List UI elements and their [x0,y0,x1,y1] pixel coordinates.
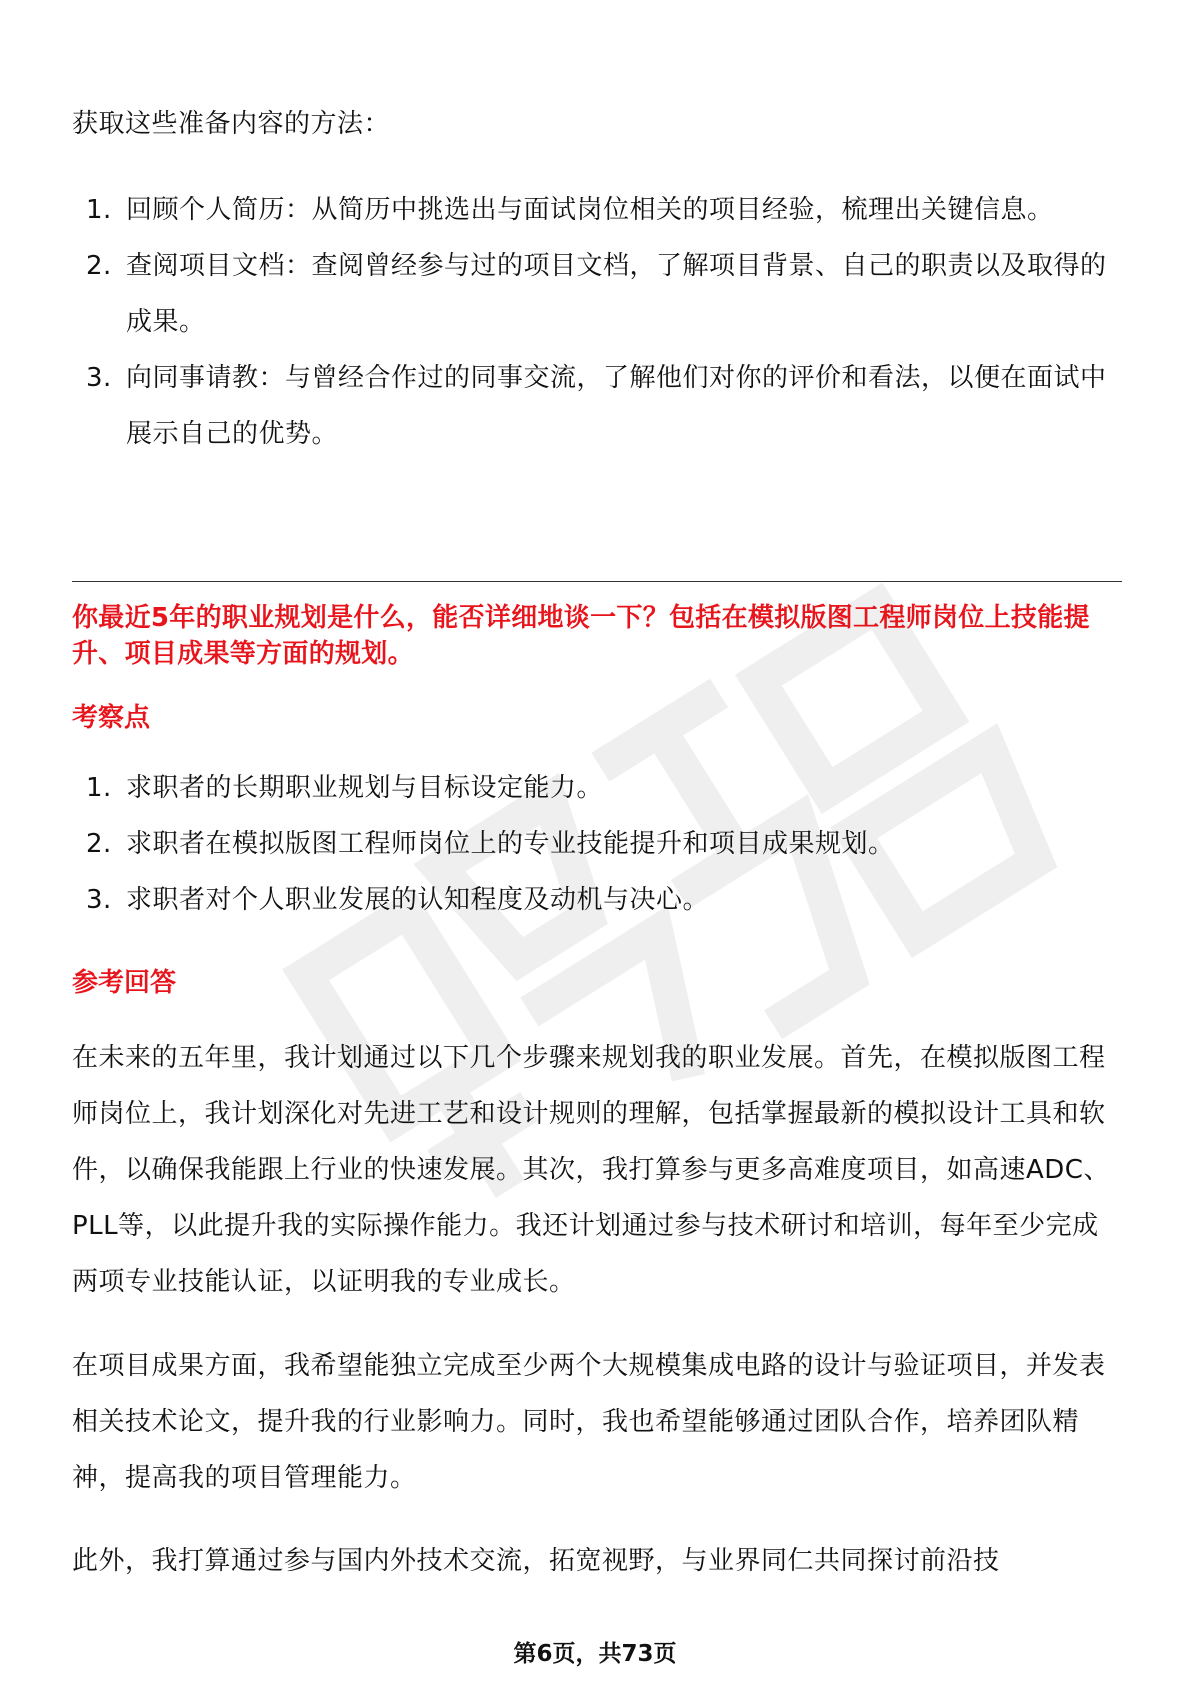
list-number: 1. [86,195,112,225]
list-item [72,350,1122,462]
list-item [72,760,1122,816]
list-item [72,872,1122,928]
answer-paragraph: 在项目成果方面，我希望能独立完成至少两个大规模集成电路的设计与验证项目，并发表相关技术论文，提升我的行业影响力。同时，我也希望能够通过团队合作，培养团队精神，提高我的项目管理能力。 [72,1351,1106,1493]
list-number: 1. [86,773,112,803]
list-item-text: 求职者对个人职业发展的认知程度及动机与决心。 [126,885,710,915]
list-item-text: 查阅项目文档：查阅曾经参与过的项目文档，了解项目背景、自己的职责以及取得的成果。 [126,251,1107,337]
intro-text: 获取这些准备内容的方法： [72,109,391,139]
list-item-text: 求职者在模拟版图工程师岗位上的专业技能提升和项目成果规划。 [126,829,895,859]
list-number: 3. [86,885,112,915]
methods-list [72,182,1122,462]
list-item [72,182,1122,238]
list-number: 3. [86,363,112,393]
reference-answer-heading: 参考回答 [72,968,177,998]
question-heading: 你最近5年的职业规划是什么，能否详细地谈一下？包括在模拟版图工程师岗位上技能提升、项目成果等方面的规划。 [72,603,1090,669]
list-item [72,238,1122,350]
page-footer: 第6页，共73页 [513,1641,677,1667]
list-number: 2. [86,829,112,859]
list-item-text: 求职者的长期职业规划与目标设定能力。 [126,773,604,803]
list-number: 2. [86,251,112,281]
list-item-text: 回顾个人简历：从简历中挑选出与面试岗位相关的项目经验，梳理出关键信息。 [126,195,1054,225]
list-item-text: 向同事请教：与曾经合作过的同事交流，了解他们对你的评价和看法，以便在面试中展示自己的优势。 [126,363,1107,449]
exam-points-list [72,760,1122,928]
exam-points-heading: 考察点 [72,703,151,733]
section-divider [72,581,1122,582]
answer-paragraph: 在未来的五年里，我计划通过以下几个步骤来规划我的职业发展。首先，在模拟版图工程师岗位上，我计划深化对先进工艺和设计规则的理解，包括掌握最新的模拟设计工具和软件，以确保我能跟上行业的快速发展。其次，我打算参与更多高难度项目，如高速ADC、PLL等，以此提升我的实际操作能力。我还计划通过参与技术研讨和培训，每年至少完成两项专业技能认证，以证明我的专业成长。 [72,1043,1110,1297]
answer-paragraph: 此外，我打算通过参与国内外技术交流，拓宽视野，与业界同仁共同探讨前沿技 [72,1546,1000,1576]
list-item [72,816,1122,872]
